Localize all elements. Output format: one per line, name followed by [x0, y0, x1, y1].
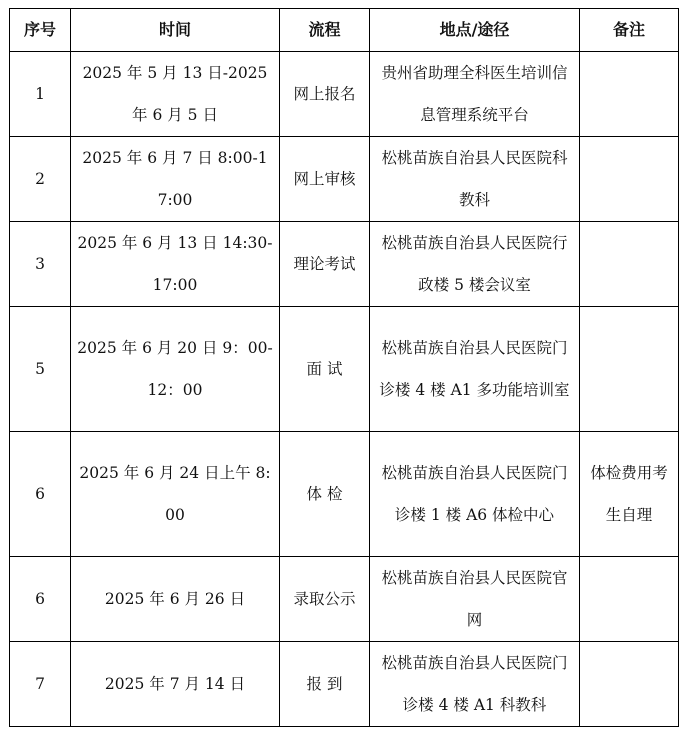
header-place: 地点/途径 [370, 9, 580, 52]
cell-process: 录取公示 [280, 557, 370, 642]
header-seq: 序号 [10, 9, 71, 52]
table-row [10, 222, 679, 307]
cell-seq: 2 [10, 137, 71, 222]
cell-seq: 6 [10, 432, 71, 557]
cell-process: 理论考试 [280, 222, 370, 307]
table-row [10, 557, 679, 642]
cell-time: 2025 年 6 月 20 日 9：00-12：00 [71, 307, 280, 432]
cell-process: 网上审核 [280, 137, 370, 222]
header-row [10, 9, 679, 52]
cell-seq: 5 [10, 307, 71, 432]
cell-place: 松桃苗族自治县人民医院门诊楼 1 楼 A6 体检中心 [370, 432, 580, 557]
cell-seq: 1 [10, 52, 71, 137]
schedule-table [9, 8, 679, 727]
cell-note: 体检费用考生自理 [580, 432, 679, 557]
cell-time: 2025 年 6 月 24 日上午 8:00 [71, 432, 280, 557]
table-row [10, 137, 679, 222]
cell-process: 面 试 [280, 307, 370, 432]
table-row [10, 642, 679, 727]
cell-place: 松桃苗族自治县人民医院门诊楼 4 楼 A1 多功能培训室 [370, 307, 580, 432]
cell-place: 松桃苗族自治县人民医院门诊楼 4 楼 A1 科教科 [370, 642, 580, 727]
cell-place: 松桃苗族自治县人民医院官网 [370, 557, 580, 642]
header-note: 备注 [580, 9, 679, 52]
cell-note [580, 557, 679, 642]
table-row [10, 52, 679, 137]
cell-note [580, 52, 679, 137]
cell-note [580, 137, 679, 222]
cell-time: 2025 年 6 月 13 日 14:30-17:00 [71, 222, 280, 307]
header-process: 流程 [280, 9, 370, 52]
cell-place: 松桃苗族自治县人民医院科教科 [370, 137, 580, 222]
cell-note [580, 222, 679, 307]
cell-time: 2025 年 6 月 7 日 8:00-17:00 [71, 137, 280, 222]
cell-time: 2025 年 6 月 26 日 [71, 557, 280, 642]
cell-process: 体 检 [280, 432, 370, 557]
cell-time: 2025 年 7 月 14 日 [71, 642, 280, 727]
cell-time: 2025 年 5 月 13 日-2025 年 6 月 5 日 [71, 52, 280, 137]
cell-place: 松桃苗族自治县人民医院行政楼 5 楼会议室 [370, 222, 580, 307]
table-row [10, 432, 679, 557]
cell-process: 网上报名 [280, 52, 370, 137]
cell-seq: 7 [10, 642, 71, 727]
cell-seq: 3 [10, 222, 71, 307]
cell-note [580, 642, 679, 727]
table-row [10, 307, 679, 432]
cell-seq: 6 [10, 557, 71, 642]
cell-place: 贵州省助理全科医生培训信息管理系统平台 [370, 52, 580, 137]
cell-process: 报 到 [280, 642, 370, 727]
header-time: 时间 [71, 9, 280, 52]
cell-note [580, 307, 679, 432]
